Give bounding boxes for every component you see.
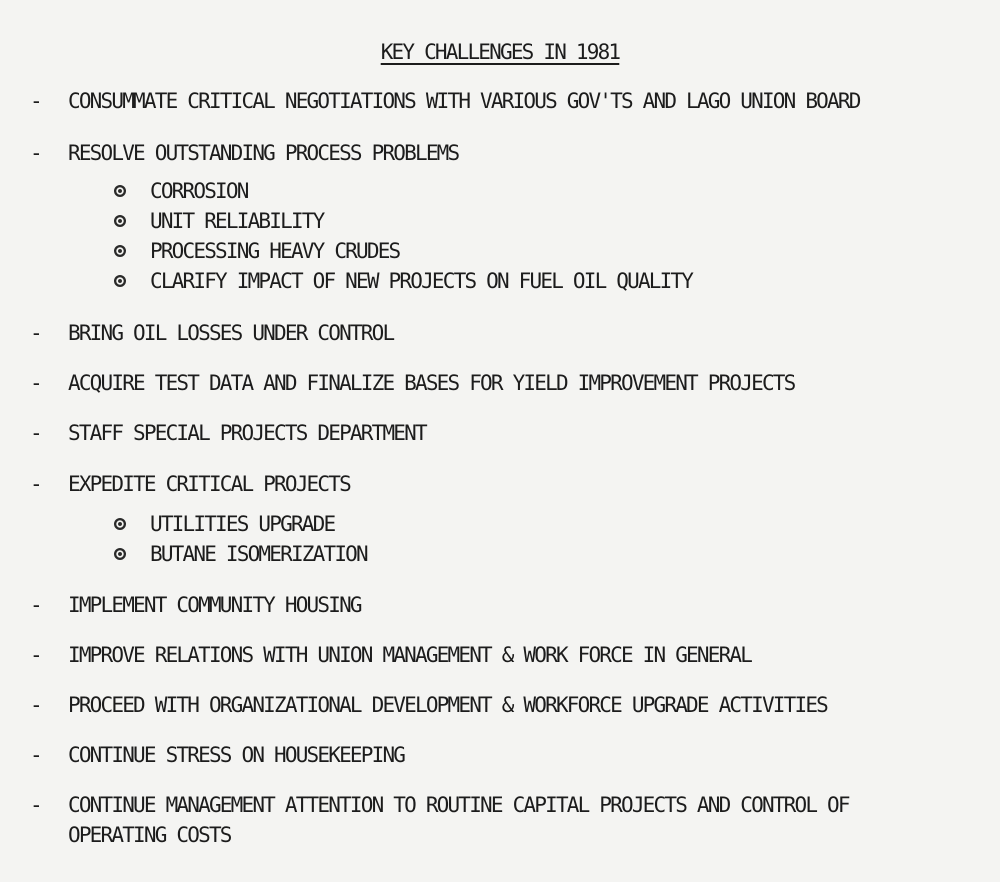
bullet-icon [114,548,126,560]
sub-list-item-text: CORROSION [150,179,248,203]
sub-list-item-text: UTILITIES UPGRADE [150,512,335,536]
dash-marker: - [30,89,41,113]
sub-list-item-text: BUTANE ISOMERIZATION [150,542,367,566]
sub-list-item-text: CLARIFY IMPACT OF NEW PROJECTS ON FUEL OIL QUALITY [150,269,693,293]
list-item-text: PROCEED WITH ORGANIZATIONAL DEVELOPMENT & WORKFORCE UPGRADE ACTIVITIES [68,693,828,717]
list-item-text: CONTINUE STRESS ON HOUSEKEEPING [68,743,405,767]
page-title: KEY CHALLENGES IN 1981 [380,40,620,64]
list-item-text: CONSUMMATE CRITICAL NEGOTIATIONS WITH VARIOUS GOV'TS AND LAGO UNION BOARD [68,89,860,113]
sub-list-item-text: PROCESSING HEAVY CRUDES [150,239,400,263]
list-item-text: IMPROVE RELATIONS WITH UNION MANAGEMENT & WORK FORCE IN GENERAL [68,643,752,667]
dash-marker: - [30,693,41,717]
sub-list-item-text: UNIT RELIABILITY [150,209,324,233]
dash-marker: - [30,371,41,395]
list-item-text: CONTINUE MANAGEMENT ATTENTION TO ROUTINE CAPITAL PROJECTS AND CONTROL OF OPERATING COSTS [68,793,849,847]
list-item-text: IMPLEMENT COMMUNITY HOUSING [68,593,361,617]
list-item-text: BRING OIL LOSSES UNDER CONTROL [68,321,394,345]
list-item-text: RESOLVE OUTSTANDING PROCESS PROBLEMS [68,141,459,165]
dash-marker: - [30,321,41,345]
bullet-icon [114,245,126,257]
dash-marker: - [30,593,41,617]
dash-marker: - [30,421,41,445]
list-item-text: ACQUIRE TEST DATA AND FINALIZE BASES FOR YIELD IMPROVEMENT PROJECTS [68,371,795,395]
bullet-icon [114,185,126,197]
bullet-icon [114,215,126,227]
list-item-text: EXPEDITE CRITICAL PROJECTS [68,472,350,496]
dash-marker: - [30,643,41,667]
dash-marker: - [30,793,41,817]
bullet-icon [114,518,126,530]
list-item-text: STAFF SPECIAL PROJECTS DEPARTMENT [68,421,426,445]
bullet-icon [114,275,126,287]
dash-marker: - [30,472,41,496]
dash-marker: - [30,743,41,767]
dash-marker: - [30,141,41,165]
